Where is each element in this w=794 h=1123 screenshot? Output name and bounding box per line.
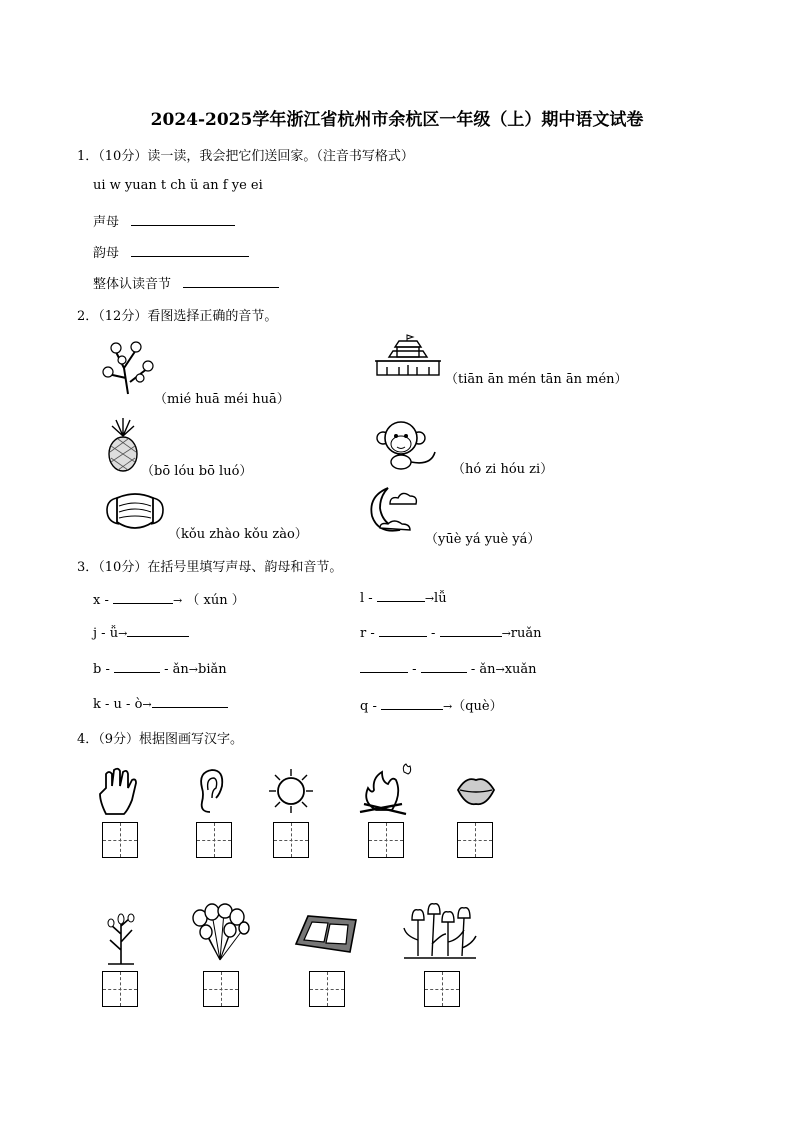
q3-left-row-3-mid: - ǎn xyxy=(164,662,189,677)
q3-left-row-4-start: k - u - ò xyxy=(93,697,143,712)
q4-heading: 4．（9分）根据图画写汉字。 xyxy=(77,732,244,747)
q3-right-row-2 xyxy=(360,624,542,641)
q3-left-row-3 xyxy=(93,660,227,677)
q2-options-3: （bō lóu bō luó） xyxy=(141,464,253,479)
q3-left-row-2-start: j - ǚ xyxy=(93,626,119,641)
arrow-icon: → xyxy=(495,663,505,676)
hand-icon xyxy=(96,768,140,816)
sun-icon xyxy=(268,768,314,814)
answer-blank[interactable] xyxy=(114,660,160,673)
q3-right-row-2-mid: - xyxy=(431,626,436,641)
q1-row-whole-label: 整体认读音节 xyxy=(93,277,172,292)
q3-right-row-2-result: ruǎn xyxy=(510,626,542,641)
q2-options-5: （kǒu zhào kǒu zào） xyxy=(168,527,308,542)
q3-right-row-4-start: q - xyxy=(360,699,377,714)
moon-cloud-icon xyxy=(366,484,422,538)
arrow-icon: → xyxy=(188,663,199,676)
q3-left-row-1-start: x - xyxy=(93,593,109,608)
answer-blank[interactable] xyxy=(152,695,228,708)
balloons-icon xyxy=(190,904,250,962)
q3-left-row-2 xyxy=(93,624,189,641)
answer-blank[interactable] xyxy=(113,591,173,604)
q3-right-row-3-result: xuǎn xyxy=(504,662,537,677)
writing-grid-box[interactable] xyxy=(273,822,309,858)
mask-icon xyxy=(105,490,165,534)
q1-row-finals-label: 韵母 xyxy=(93,246,120,261)
q3-right-row-1 xyxy=(360,589,447,606)
q3-right-row-1-result: lǚ xyxy=(434,591,447,606)
q1-syllables: ui w yuan t ch ü an f ye ei xyxy=(93,178,263,193)
page-title: 2024-2025学年浙江省杭州市余杭区一年级（上）期中语文试卷 xyxy=(150,110,644,130)
q3-left-row-3-start: b - xyxy=(93,662,110,677)
q3-right-row-3-mid: - xyxy=(412,662,417,677)
writing-grid-box[interactable] xyxy=(203,971,239,1007)
q2-options-6: （yūè yá yuè yá） xyxy=(425,532,541,547)
q3-left-row-1-result: （ xún ） xyxy=(186,593,245,608)
answer-blank[interactable] xyxy=(377,589,425,602)
q3-left-row-3-result: biǎn xyxy=(198,662,227,677)
q3-right-row-4-result: （què） xyxy=(452,699,503,714)
q3-right-row-3 xyxy=(360,660,537,677)
mouth-icon xyxy=(456,774,496,808)
q3-left-row-1 xyxy=(93,589,245,608)
writing-grid-box[interactable] xyxy=(457,822,493,858)
q3-right-row-4 xyxy=(360,695,503,714)
pineapple-icon xyxy=(106,418,140,472)
field-icon xyxy=(294,914,358,954)
rice-plant-icon xyxy=(104,914,138,966)
ear-icon xyxy=(196,768,224,814)
q2-options-4: （hó zi hóu zi） xyxy=(452,462,554,477)
answer-blank[interactable] xyxy=(379,624,427,637)
q2-options-1: （mié huā méi huā） xyxy=(154,392,290,407)
tiananmen-icon xyxy=(373,335,443,379)
writing-grid-box[interactable] xyxy=(309,971,345,1007)
q1-row-whole xyxy=(93,273,279,292)
answer-blank[interactable] xyxy=(440,624,502,637)
answer-blank[interactable] xyxy=(360,660,408,673)
monkey-icon xyxy=(375,420,439,470)
plum-blossom-icon xyxy=(100,338,156,394)
writing-grid-box[interactable] xyxy=(196,822,232,858)
writing-grid-box[interactable] xyxy=(368,822,404,858)
q3-right-row-2-start: r - xyxy=(360,626,375,641)
q3-left-row-4 xyxy=(93,695,228,712)
arrow-icon: → xyxy=(173,594,183,607)
answer-blank[interactable] xyxy=(381,697,443,710)
answer-blank[interactable] xyxy=(131,213,235,226)
q2-heading: 2．（12分）看图选择正确的音节。 xyxy=(77,309,278,324)
writing-grid-box[interactable] xyxy=(424,971,460,1007)
arrow-icon: → xyxy=(501,627,511,640)
answer-blank[interactable] xyxy=(421,660,467,673)
q1-row-initials xyxy=(93,211,235,230)
q1-row-initials-label: 声母 xyxy=(93,215,120,230)
q3-right-row-3-final: - ǎn xyxy=(470,662,496,677)
fire-icon xyxy=(358,764,414,816)
q2-options-2: （tiān ān mén tān ān mén） xyxy=(445,372,628,387)
q1-row-finals xyxy=(93,242,249,261)
answer-blank[interactable] xyxy=(183,275,279,288)
arrow-icon: → xyxy=(424,592,435,605)
answer-blank[interactable] xyxy=(131,244,249,257)
arrow-icon: → xyxy=(142,698,152,711)
q3-heading: 3．（10分）在括号里填写声母、韵母和音节。 xyxy=(77,560,343,575)
q3-right-row-1-start: l - xyxy=(360,591,373,606)
arrow-icon: → xyxy=(118,627,128,640)
answer-blank[interactable] xyxy=(127,624,189,637)
writing-grid-box[interactable] xyxy=(102,971,138,1007)
writing-grid-box[interactable] xyxy=(102,822,138,858)
q1-heading: 1．（10分）读一读，我会把它们送回家。（注音书写格式） xyxy=(77,149,414,164)
flowers-icon xyxy=(402,900,478,962)
arrow-icon: → xyxy=(443,700,453,713)
